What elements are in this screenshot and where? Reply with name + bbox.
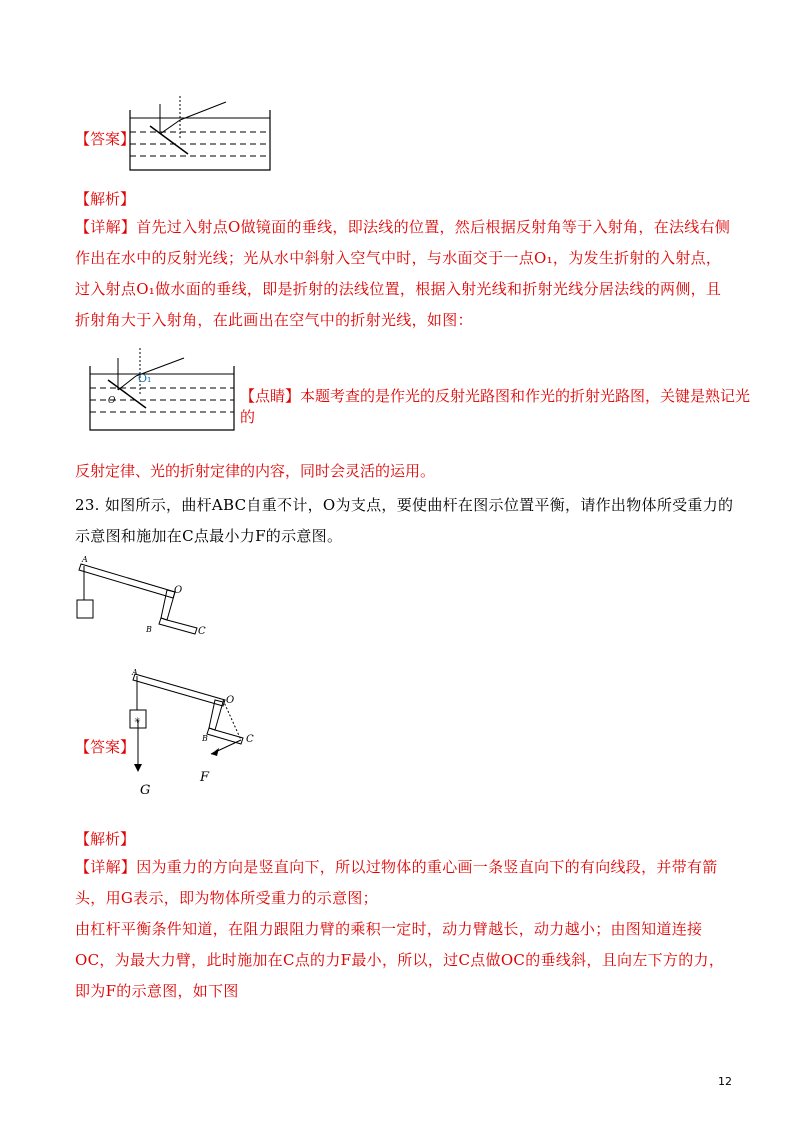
fig-label-o: O: [174, 585, 183, 596]
analysis-label-1: 【解析】: [75, 190, 136, 208]
comment-continuation: 反射定律、光的折射定律的内容，同时会灵活的运用。: [75, 462, 436, 480]
fig-label-a: A: [82, 555, 88, 564]
fig-label-b: B: [146, 625, 152, 634]
analysis-label-23: 【解析】: [75, 830, 136, 848]
ans-label-f: F: [200, 770, 210, 785]
lever-figure: [75, 558, 215, 638]
refraction-diagram-annotated: [88, 348, 238, 432]
answer-label-23: 【答案】: [75, 738, 136, 756]
detail-23-part2: 由杠杆平衡条件知道，在阻力跟阻力臂的乘积一定时，动力臂越长，动力越小；由图知道连接OC，为最大力臂，此时施加在C点的力F最小，所以，过C点做OC的垂线斜，且向左下方的力，即为F的示意图，如下图: [75, 920, 725, 1000]
ans-label-c: C: [246, 734, 254, 745]
question-23-text: 23. 如图所示，曲杆ABC自重不计，O为支点，要使曲杆在图示位置平衡，请作出物体所受重力的示意图和施加在C点最小力F的示意图。: [75, 496, 734, 545]
ans-label-b: B: [202, 734, 208, 743]
answer-label-1: 【答案】: [75, 130, 136, 148]
ans-label-a: A: [132, 668, 138, 677]
fig-label-c: C: [198, 626, 206, 637]
ans-label-o: O: [226, 695, 235, 706]
page-number: 12: [718, 1075, 732, 1088]
svg-text:✳: ✳: [134, 716, 141, 725]
label-o1: O₁: [138, 372, 152, 385]
comment-text: 【点睛】本题考查的是作光的反射光路图和作光的折射光路图，关键是熟记光的: [240, 387, 751, 426]
detail-23-part1: 【详解】因为重力的方向是竖直向下，所以过物体的重心画一条竖直向下的有向线段，并带有箭头，用G表示，即为物体所受重力的示意图；: [75, 858, 718, 907]
detail-text-1: 【详解】首先过入射点O做镜面的垂线，即法线的位置，然后根据反射角等于入射角，在法线右侧作出在水中的反射光线；光从水中斜射入空气中时，与水面交于一点O₁，为发生折射的入射点，过入射点O₁做水面的垂线，即是折射的法线位置，根据入射光线和折射光线分居法线的两侧，且折射角大于入射角，在此画出在空气中的折射光线，如图：: [75, 218, 731, 329]
water-refraction-diagram: [128, 96, 273, 176]
lever-answer-figure: [125, 668, 255, 778]
label-o: O: [108, 396, 116, 406]
ans-label-g: G: [140, 783, 151, 798]
